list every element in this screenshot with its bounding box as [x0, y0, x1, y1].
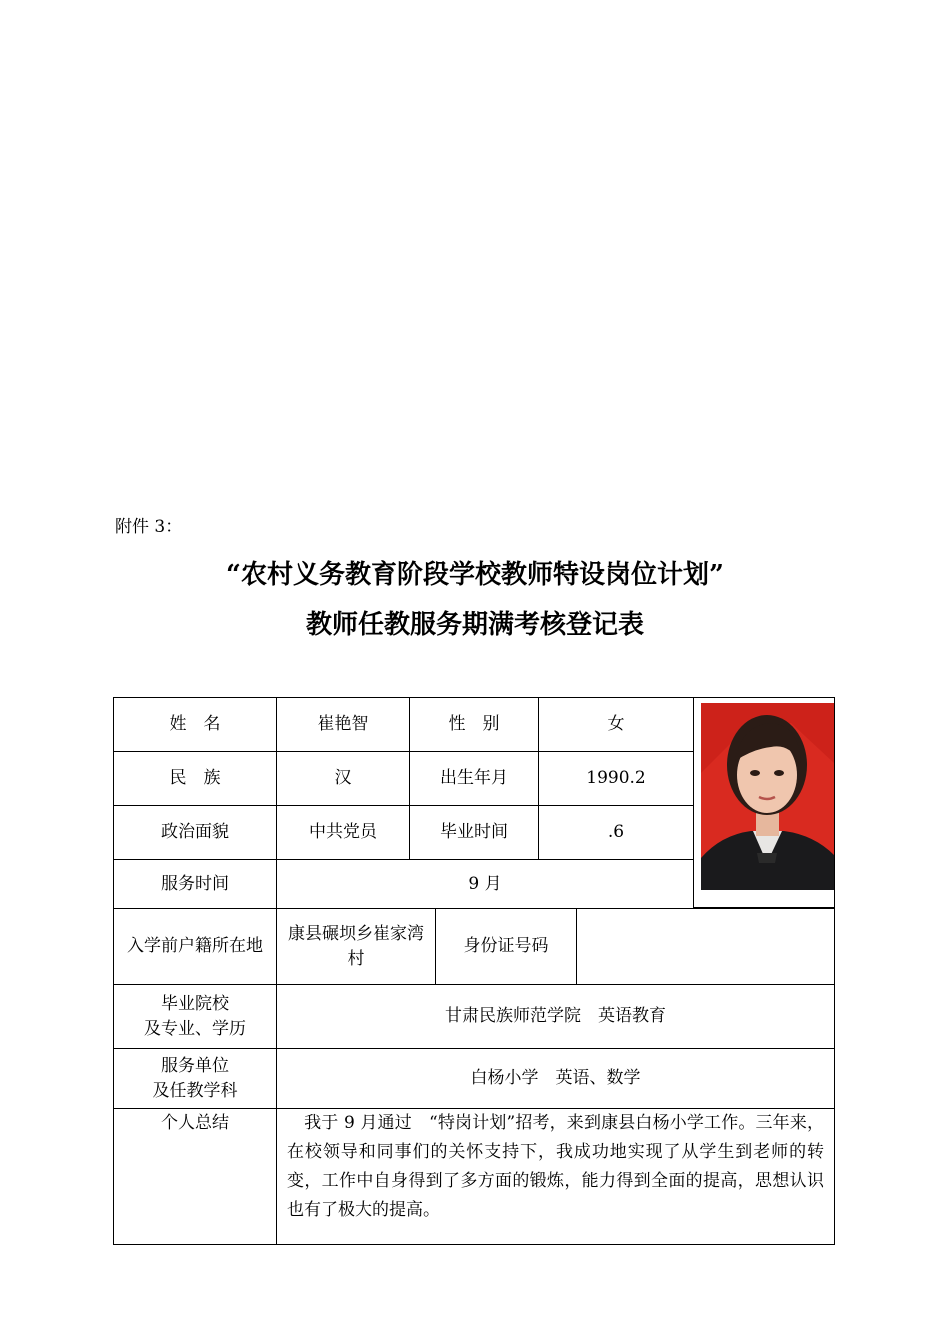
- personal-summary-label: 个人总结: [113, 1108, 277, 1245]
- ethnicity-label: 民 族: [113, 751, 277, 806]
- graduation-school-label-line-1: 毕业院校: [161, 993, 229, 1014]
- gender-label: 性 别: [409, 697, 539, 752]
- political-label: 政治面貌: [113, 805, 277, 860]
- id-number-label: 身份证号码: [435, 908, 577, 985]
- name-value: 崔艳智: [276, 697, 410, 752]
- document-title-line-1: “农村义务教育阶段学校教师特设岗位计划”: [226, 560, 724, 590]
- graduation-school-value: 甘肃民族师范学院 英语教育: [276, 984, 835, 1049]
- document-title-line-2: 教师任教服务期满考核登记表: [305, 610, 644, 640]
- birth-label: 出生年月: [409, 751, 539, 806]
- ethnicity-value: 汉: [276, 751, 410, 806]
- hukou-label: 入学前户籍所在地: [113, 908, 277, 985]
- birth-value: 1990.2: [538, 751, 694, 806]
- graduation-time-label: 毕业时间: [409, 805, 539, 860]
- service-time-label: 服务时间: [113, 859, 277, 909]
- registration-form: [113, 697, 835, 1245]
- service-time-value: 9 月: [276, 859, 694, 909]
- graduation-time-value: .6: [538, 805, 694, 860]
- graduation-school-label: [113, 984, 277, 1049]
- service-unit-label-line-1: 服务单位: [161, 1055, 229, 1076]
- hukou-value: 康县碾坝乡崔家湾村: [276, 908, 436, 985]
- service-unit-value: 白杨小学 英语、数学: [276, 1048, 835, 1109]
- graduation-school-label-line-2: 及专业、学历: [144, 1018, 246, 1039]
- political-value: 中共党员: [276, 805, 410, 860]
- service-unit-label-line-2: 及任教学科: [152, 1080, 238, 1101]
- photo-cell: [693, 697, 835, 908]
- id-number-value: [576, 908, 835, 985]
- portrait-photo: [701, 703, 834, 890]
- gender-value: 女: [538, 697, 694, 752]
- name-label: 姓 名: [113, 697, 277, 752]
- service-unit-label: [113, 1048, 277, 1109]
- attachment-label: 附件 3：: [115, 517, 183, 537]
- personal-summary-text: 我于 9 月通过 “特岗计划”招考，来到康县白杨小学工作。三年来，在校领导和同事们的关怀支持下，我成功地实现了从学生到老师的转变，工作中自身得到了多方面的锻炼，能力得到全面的提高，思想认识也有了极大的提高。: [276, 1108, 835, 1245]
